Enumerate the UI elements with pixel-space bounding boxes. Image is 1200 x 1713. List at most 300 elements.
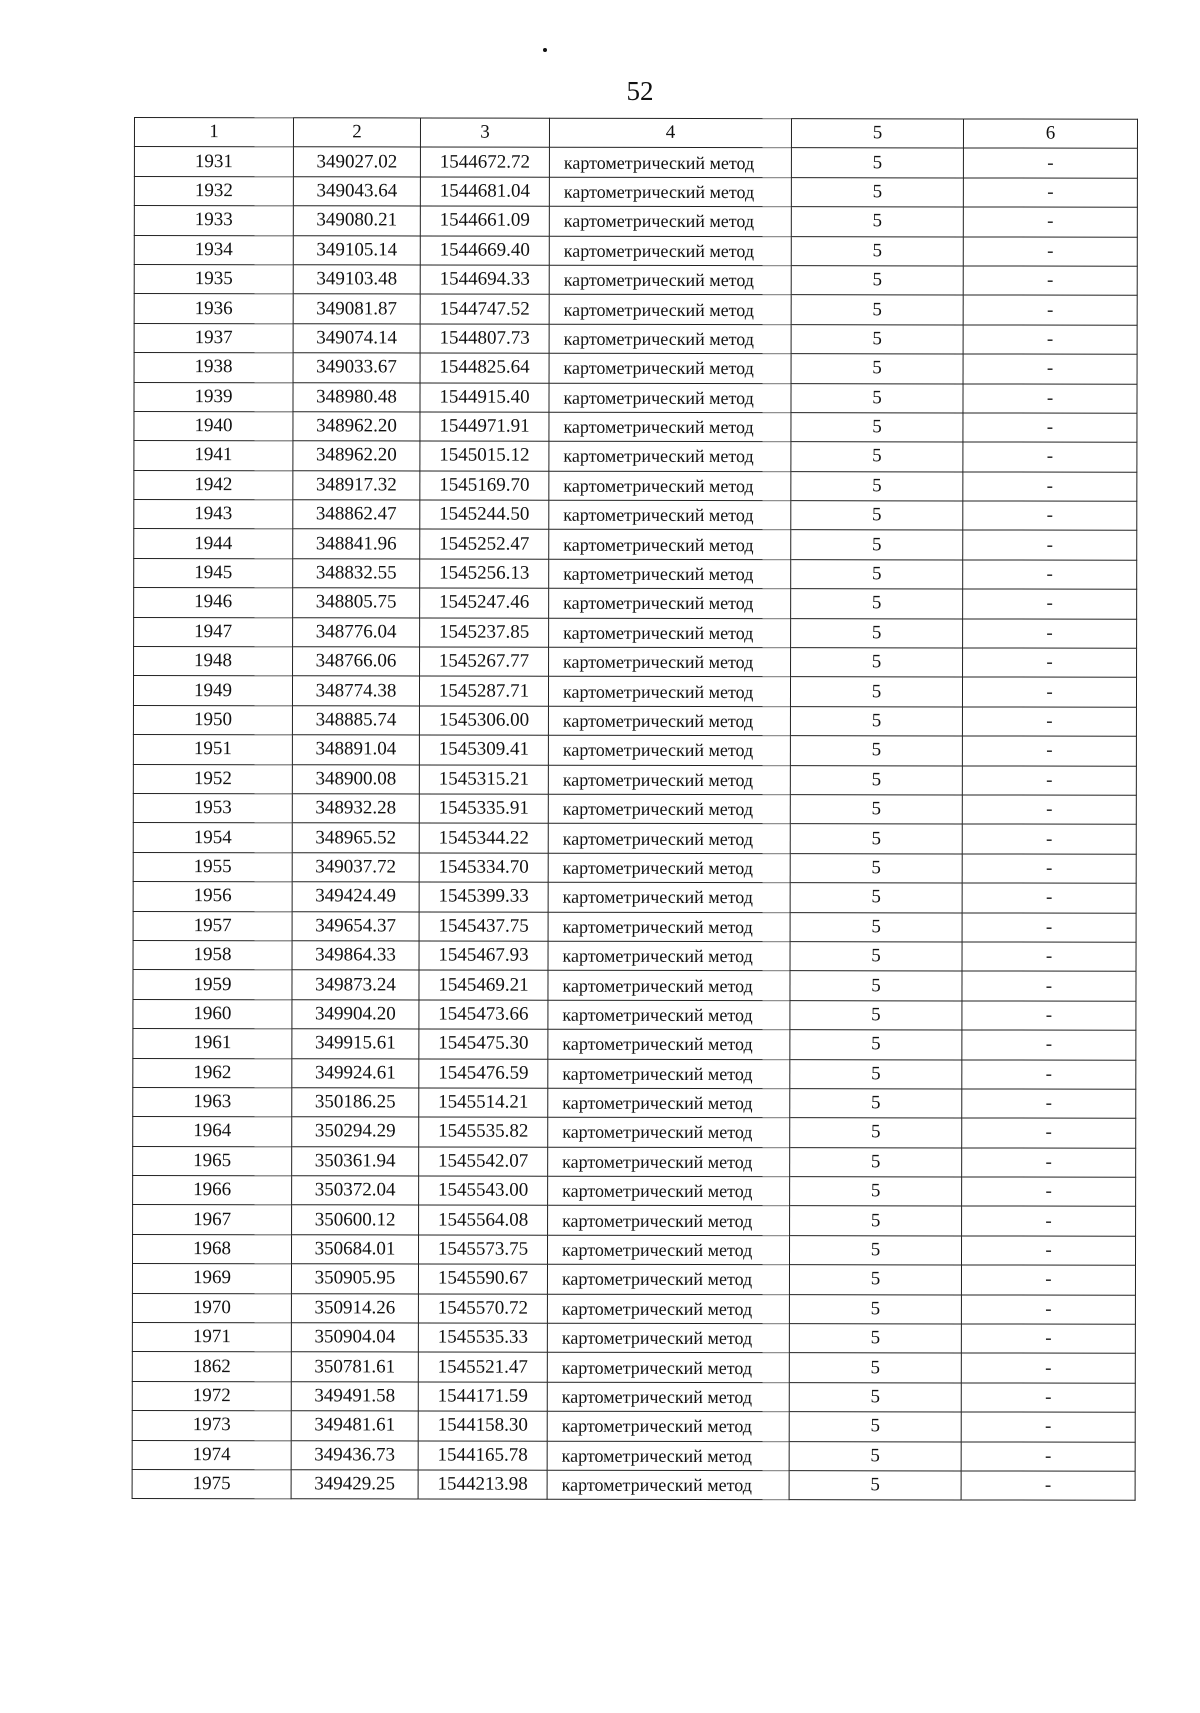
y-coordinate-cell: 1545256.13 — [420, 559, 549, 589]
table-row — [133, 764, 1136, 795]
method-cell: картометрический метод — [548, 971, 790, 1001]
method-cell: картометрический метод — [549, 383, 791, 413]
x-coordinate-cell: 348900.08 — [292, 764, 419, 794]
point-number-cell: 1934 — [134, 235, 293, 265]
x-coordinate-cell: 349043.64 — [293, 177, 420, 207]
table-row — [133, 1029, 1136, 1060]
y-coordinate-cell: 1545399.33 — [419, 882, 548, 912]
point-number-cell: 1953 — [133, 793, 292, 823]
x-coordinate-cell: 350600.12 — [292, 1205, 419, 1235]
method-cell: картометрический метод — [549, 177, 791, 207]
point-number-cell: 1957 — [133, 911, 292, 941]
y-coordinate-cell: 1545335.91 — [419, 794, 548, 824]
accuracy-cell: 5 — [790, 942, 962, 972]
table-row — [133, 1117, 1136, 1148]
point-number-cell: 1933 — [134, 206, 293, 236]
accuracy-cell: 5 — [790, 1000, 962, 1030]
point-number-cell: 1946 — [134, 588, 293, 618]
x-coordinate-cell: 349904.20 — [292, 999, 419, 1029]
point-number-cell: 1945 — [134, 558, 293, 588]
table-row — [132, 1264, 1135, 1295]
point-number-cell: 1961 — [133, 1029, 292, 1059]
x-coordinate-cell: 348774.38 — [292, 676, 419, 706]
note-cell: - — [963, 354, 1137, 384]
method-cell: картометрический метод — [548, 912, 790, 942]
note-cell: - — [962, 707, 1136, 737]
header-cell-5: 5 — [791, 119, 963, 149]
table-row — [134, 264, 1137, 295]
accuracy-cell: 5 — [791, 148, 963, 178]
table-row — [133, 1205, 1136, 1236]
x-coordinate-cell: 349654.37 — [292, 911, 419, 941]
table-row — [134, 500, 1137, 531]
y-coordinate-cell: 1545267.77 — [420, 647, 549, 677]
y-coordinate-cell: 1545543.00 — [419, 1176, 548, 1206]
accuracy-cell: 5 — [789, 1294, 961, 1324]
accuracy-cell: 5 — [790, 795, 962, 825]
method-cell: картометрический метод — [549, 442, 791, 472]
accuracy-cell: 5 — [789, 1324, 961, 1354]
note-cell: - — [961, 1265, 1135, 1295]
accuracy-cell: 5 — [791, 501, 963, 531]
y-coordinate-cell: 1545469.21 — [419, 970, 548, 1000]
method-cell: картометрический метод — [548, 1176, 790, 1206]
accuracy-cell: 5 — [790, 1147, 962, 1177]
note-cell: - — [962, 1177, 1136, 1207]
x-coordinate-cell: 349924.61 — [292, 1058, 419, 1088]
y-coordinate-cell: 1545237.85 — [420, 618, 549, 648]
point-number-cell: 1938 — [134, 353, 293, 383]
x-coordinate-cell: 348917.32 — [293, 470, 420, 500]
note-cell: - — [963, 619, 1137, 649]
accuracy-cell: 5 — [791, 471, 963, 501]
y-coordinate-cell: 1545475.30 — [419, 1029, 548, 1059]
accuracy-cell: 5 — [789, 1471, 961, 1501]
point-number-cell: 1975 — [132, 1469, 291, 1499]
method-cell: картометрический метод — [548, 677, 790, 707]
accuracy-cell: 5 — [791, 266, 963, 296]
y-coordinate-cell: 1544158.30 — [418, 1411, 547, 1441]
accuracy-cell: 5 — [790, 736, 962, 766]
note-cell: - — [962, 1148, 1136, 1178]
x-coordinate-cell: 349429.25 — [291, 1470, 418, 1500]
y-coordinate-cell: 1545334.70 — [419, 853, 548, 883]
accuracy-cell: 5 — [790, 1206, 962, 1236]
x-coordinate-cell: 349037.72 — [292, 853, 419, 883]
note-cell: - — [963, 325, 1137, 355]
x-coordinate-cell: 349864.33 — [292, 941, 419, 971]
point-number-cell: 1932 — [134, 176, 293, 206]
x-coordinate-cell: 349424.49 — [292, 882, 419, 912]
accuracy-cell: 5 — [790, 1118, 962, 1148]
accuracy-cell: 5 — [789, 1265, 961, 1295]
y-coordinate-cell: 1545344.22 — [419, 823, 548, 853]
x-coordinate-cell: 348962.20 — [293, 412, 420, 442]
note-cell: - — [962, 766, 1136, 796]
note-cell: - — [962, 1030, 1136, 1060]
point-number-cell: 1950 — [133, 705, 292, 735]
note-cell: - — [963, 266, 1137, 296]
table-row — [134, 558, 1137, 589]
header-cell-2: 2 — [293, 118, 420, 148]
accuracy-cell: 5 — [791, 295, 963, 325]
note-cell: - — [963, 589, 1137, 619]
x-coordinate-cell: 348766.06 — [293, 647, 420, 677]
note-cell: - — [963, 442, 1137, 472]
table-row — [132, 1352, 1135, 1383]
method-cell: картометрический метод — [548, 706, 790, 736]
header-cell-1: 1 — [134, 118, 293, 148]
accuracy-cell: 5 — [789, 1235, 961, 1265]
x-coordinate-cell: 349080.21 — [293, 206, 420, 236]
method-cell: картометрический метод — [548, 735, 790, 765]
y-coordinate-cell: 1544747.52 — [420, 294, 549, 324]
note-cell: - — [963, 148, 1137, 178]
note-cell: - — [962, 824, 1136, 854]
x-coordinate-cell: 348841.96 — [293, 529, 420, 559]
method-cell: картометрический метод — [549, 265, 791, 295]
table-row — [133, 852, 1136, 883]
point-number-cell: 1974 — [132, 1440, 291, 1470]
point-number-cell: 1941 — [134, 441, 293, 471]
note-cell: - — [962, 736, 1136, 766]
point-number-cell: 1947 — [134, 617, 293, 647]
table-row — [134, 617, 1137, 648]
note-cell: - — [961, 1324, 1135, 1354]
method-cell: картометрический метод — [548, 882, 790, 912]
table-row — [134, 147, 1137, 178]
note-cell: - — [963, 560, 1137, 590]
method-cell: картометрический метод — [548, 1118, 790, 1148]
x-coordinate-cell: 348885.74 — [292, 706, 419, 736]
x-coordinate-cell: 349873.24 — [292, 970, 419, 1000]
table-row — [133, 705, 1136, 736]
table-body — [132, 147, 1137, 1501]
point-number-cell: 1931 — [134, 147, 293, 177]
method-cell: картометрический метод — [549, 588, 791, 618]
note-cell: - — [963, 207, 1137, 237]
note-cell: - — [961, 1295, 1135, 1325]
accuracy-cell: 5 — [791, 236, 963, 266]
table-row — [133, 1058, 1136, 1089]
point-number-cell: 1954 — [133, 823, 292, 853]
method-cell: картометрический метод — [548, 1029, 790, 1059]
point-number-cell: 1943 — [134, 500, 293, 530]
accuracy-cell: 5 — [790, 853, 962, 883]
note-cell: - — [962, 795, 1136, 825]
point-number-cell: 1862 — [132, 1352, 291, 1382]
method-cell: картометрический метод — [549, 148, 791, 178]
accuracy-cell: 5 — [790, 1089, 962, 1119]
accuracy-cell: 5 — [790, 912, 962, 942]
note-cell: - — [962, 1089, 1136, 1119]
y-coordinate-cell: 1545564.08 — [419, 1205, 548, 1235]
y-coordinate-cell: 1544661.09 — [420, 206, 549, 236]
y-coordinate-cell: 1545315.21 — [419, 765, 548, 795]
note-cell: - — [961, 1442, 1135, 1472]
table-row — [134, 411, 1137, 442]
note-cell: - — [961, 1383, 1135, 1413]
y-coordinate-cell: 1545437.75 — [419, 912, 548, 942]
method-cell: картометрический метод — [547, 1323, 789, 1353]
header-cell-4: 4 — [549, 118, 791, 148]
table-row — [133, 793, 1136, 824]
note-cell: - — [962, 1059, 1136, 1089]
y-coordinate-cell: 1545306.00 — [419, 706, 548, 736]
method-cell: картометрический метод — [548, 1059, 790, 1089]
accuracy-cell: 5 — [791, 530, 963, 560]
y-coordinate-cell: 1545252.47 — [420, 529, 549, 559]
point-number-cell: 1971 — [132, 1323, 291, 1353]
method-cell: картометрический метод — [548, 1147, 790, 1177]
y-coordinate-cell: 1545309.41 — [419, 735, 548, 765]
table-row — [134, 470, 1137, 501]
point-number-cell: 1967 — [133, 1205, 292, 1235]
note-cell: - — [962, 883, 1136, 913]
point-number-cell: 1966 — [133, 1176, 292, 1206]
table-row — [133, 1176, 1136, 1207]
y-coordinate-cell: 1544825.64 — [420, 353, 549, 383]
x-coordinate-cell: 348932.28 — [292, 794, 419, 824]
table-row — [133, 1146, 1136, 1177]
accuracy-cell: 5 — [790, 1030, 962, 1060]
accuracy-cell: 5 — [789, 1382, 961, 1412]
point-number-cell: 1949 — [133, 676, 292, 706]
x-coordinate-cell: 348832.55 — [293, 559, 420, 589]
table-row — [132, 1381, 1135, 1412]
accuracy-cell: 5 — [791, 177, 963, 207]
method-cell: картометрический метод — [549, 530, 791, 560]
point-number-cell: 1942 — [134, 470, 293, 500]
table-header — [134, 118, 1137, 149]
method-cell: картометрический метод — [548, 1000, 790, 1030]
point-number-cell: 1939 — [134, 382, 293, 412]
x-coordinate-cell: 349027.02 — [293, 147, 420, 177]
method-cell: картометрический метод — [548, 853, 790, 883]
note-cell: - — [961, 1236, 1135, 1266]
x-coordinate-cell: 350914.26 — [291, 1293, 418, 1323]
header-row — [134, 118, 1137, 149]
y-coordinate-cell: 1545573.75 — [418, 1235, 547, 1265]
point-number-cell: 1955 — [133, 852, 292, 882]
method-cell: картометрический метод — [549, 500, 791, 530]
table-row — [134, 382, 1137, 413]
table-row — [134, 323, 1137, 354]
y-coordinate-cell: 1545514.21 — [419, 1088, 548, 1118]
table-row — [134, 235, 1137, 266]
point-number-cell: 1963 — [133, 1087, 292, 1117]
header-cell-6: 6 — [963, 119, 1137, 149]
y-coordinate-cell: 1545169.70 — [420, 471, 549, 501]
x-coordinate-cell: 348962.20 — [293, 441, 420, 471]
point-number-cell: 1973 — [132, 1411, 291, 1441]
method-cell: картометрический метод — [549, 236, 791, 266]
method-cell: картометрический метод — [548, 1206, 790, 1236]
table-row — [132, 1323, 1135, 1354]
method-cell: картометрический метод — [549, 471, 791, 501]
x-coordinate-cell: 349105.14 — [293, 235, 420, 265]
point-number-cell: 1970 — [132, 1293, 291, 1323]
y-coordinate-cell: 1544672.72 — [420, 147, 549, 177]
accuracy-cell: 5 — [790, 677, 962, 707]
y-coordinate-cell: 1544807.73 — [420, 324, 549, 354]
y-coordinate-cell: 1545590.67 — [418, 1264, 547, 1294]
table-row — [134, 647, 1137, 678]
page-number: 52 — [626, 76, 654, 106]
point-number-cell: 1965 — [133, 1146, 292, 1176]
table-row — [134, 206, 1137, 237]
accuracy-cell: 5 — [789, 1353, 961, 1383]
table-row — [132, 1293, 1135, 1324]
note-cell: - — [963, 472, 1137, 502]
y-coordinate-cell: 1545247.46 — [420, 588, 549, 618]
y-coordinate-cell: 1544694.33 — [420, 265, 549, 295]
method-cell: картометрический метод — [549, 647, 791, 677]
x-coordinate-cell: 349074.14 — [293, 324, 420, 354]
table-row — [133, 970, 1136, 1001]
x-coordinate-cell: 348965.52 — [292, 823, 419, 853]
table-row — [132, 1411, 1135, 1442]
table-row — [133, 1087, 1136, 1118]
x-coordinate-cell: 349481.61 — [291, 1411, 418, 1441]
method-cell: картометрический метод — [548, 765, 790, 795]
table-row — [132, 1234, 1135, 1265]
x-coordinate-cell: 349033.67 — [293, 353, 420, 383]
point-number-cell: 1959 — [133, 970, 292, 1000]
y-coordinate-cell: 1545521.47 — [418, 1352, 547, 1382]
x-coordinate-cell: 350361.94 — [292, 1146, 419, 1176]
accuracy-cell: 5 — [789, 1441, 961, 1471]
method-cell: картометрический метод — [547, 1470, 789, 1500]
table-row — [133, 735, 1136, 766]
x-coordinate-cell: 350905.95 — [291, 1264, 418, 1294]
x-coordinate-cell: 350781.61 — [291, 1352, 418, 1382]
note-cell: - — [962, 1206, 1136, 1236]
note-cell: - — [963, 413, 1137, 443]
accuracy-cell: 5 — [791, 442, 963, 472]
point-number-cell: 1951 — [133, 735, 292, 765]
y-coordinate-cell: 1545287.71 — [419, 676, 548, 706]
note-cell: - — [962, 971, 1136, 1001]
note-cell: - — [963, 501, 1137, 531]
method-cell: картометрический метод — [548, 1088, 790, 1118]
accuracy-cell: 5 — [791, 589, 963, 619]
x-coordinate-cell: 349103.48 — [293, 265, 420, 295]
table-row — [132, 1469, 1135, 1500]
method-cell: картометрический метод — [547, 1353, 789, 1383]
x-coordinate-cell: 348862.47 — [293, 500, 420, 530]
x-coordinate-cell: 348980.48 — [293, 382, 420, 412]
table-row — [133, 999, 1136, 1030]
note-cell: - — [962, 1001, 1136, 1031]
accuracy-cell: 5 — [791, 618, 963, 648]
table-row — [133, 911, 1136, 942]
note-cell: - — [961, 1412, 1135, 1442]
method-cell: картометрический метод — [549, 618, 791, 648]
accuracy-cell: 5 — [791, 413, 963, 443]
table-row — [134, 176, 1137, 207]
note-cell: - — [963, 295, 1137, 325]
y-coordinate-cell: 1545535.82 — [419, 1117, 548, 1147]
accuracy-cell: 5 — [791, 560, 963, 590]
table-row — [133, 676, 1136, 707]
table-row — [134, 353, 1137, 384]
y-coordinate-cell: 1545542.07 — [419, 1147, 548, 1177]
accuracy-cell: 5 — [790, 883, 962, 913]
table-row — [133, 882, 1136, 913]
point-number-cell: 1935 — [134, 264, 293, 294]
method-cell: картометрический метод — [549, 206, 791, 236]
y-coordinate-cell: 1544669.40 — [420, 236, 549, 266]
method-cell: картометрический метод — [548, 824, 790, 854]
point-number-cell: 1964 — [133, 1117, 292, 1147]
note-cell: - — [962, 677, 1136, 707]
point-number-cell: 1936 — [134, 294, 293, 324]
method-cell: картометрический метод — [548, 941, 790, 971]
x-coordinate-cell: 349491.58 — [291, 1382, 418, 1412]
point-number-cell: 1968 — [132, 1234, 291, 1264]
point-number-cell: 1952 — [133, 764, 292, 794]
point-number-cell: 1956 — [133, 882, 292, 912]
y-coordinate-cell: 1544915.40 — [420, 383, 549, 413]
method-cell: картометрический метод — [549, 295, 791, 325]
point-number-cell: 1962 — [133, 1058, 292, 1088]
note-cell: - — [962, 854, 1136, 884]
y-coordinate-cell: 1545570.72 — [418, 1294, 547, 1324]
point-number-cell: 1940 — [134, 411, 293, 441]
method-cell: картометрический метод — [547, 1382, 789, 1412]
x-coordinate-cell: 349915.61 — [292, 1029, 419, 1059]
point-number-cell: 1937 — [134, 323, 293, 353]
x-coordinate-cell: 348776.04 — [293, 617, 420, 647]
x-coordinate-cell: 348891.04 — [292, 735, 419, 765]
y-coordinate-cell: 1544171.59 — [418, 1382, 547, 1412]
y-coordinate-cell: 1545473.66 — [419, 1000, 548, 1030]
y-coordinate-cell: 1545476.59 — [419, 1058, 548, 1088]
note-cell: - — [963, 530, 1137, 560]
point-number-cell: 1969 — [132, 1264, 291, 1294]
accuracy-cell: 5 — [791, 383, 963, 413]
accuracy-cell: 5 — [789, 1412, 961, 1442]
note-cell: - — [963, 383, 1137, 413]
note-cell: - — [963, 237, 1137, 267]
method-cell: картометрический метод — [548, 794, 790, 824]
header-cell-3: 3 — [420, 118, 549, 148]
y-coordinate-cell: 1545244.50 — [420, 500, 549, 530]
note-cell: - — [962, 942, 1136, 972]
y-coordinate-cell: 1544681.04 — [420, 177, 549, 207]
point-number-cell: 1960 — [133, 999, 292, 1029]
accuracy-cell: 5 — [790, 824, 962, 854]
point-number-cell: 1944 — [134, 529, 293, 559]
accuracy-cell: 5 — [790, 971, 962, 1001]
accuracy-cell: 5 — [790, 765, 962, 795]
table-row — [134, 529, 1137, 560]
table-row — [133, 940, 1136, 971]
x-coordinate-cell: 350294.29 — [292, 1117, 419, 1147]
note-cell: - — [963, 178, 1137, 208]
method-cell: картометрический метод — [547, 1264, 789, 1294]
note-cell: - — [962, 1118, 1136, 1148]
y-coordinate-cell: 1544213.98 — [418, 1470, 547, 1500]
table-row — [132, 1440, 1135, 1471]
x-coordinate-cell: 349436.73 — [291, 1440, 418, 1470]
y-coordinate-cell: 1545015.12 — [420, 441, 549, 471]
method-cell: картометрический метод — [549, 412, 791, 442]
x-coordinate-cell: 350186.25 — [292, 1088, 419, 1118]
method-cell: картометрический метод — [547, 1411, 789, 1441]
y-coordinate-cell: 1544971.91 — [420, 412, 549, 442]
